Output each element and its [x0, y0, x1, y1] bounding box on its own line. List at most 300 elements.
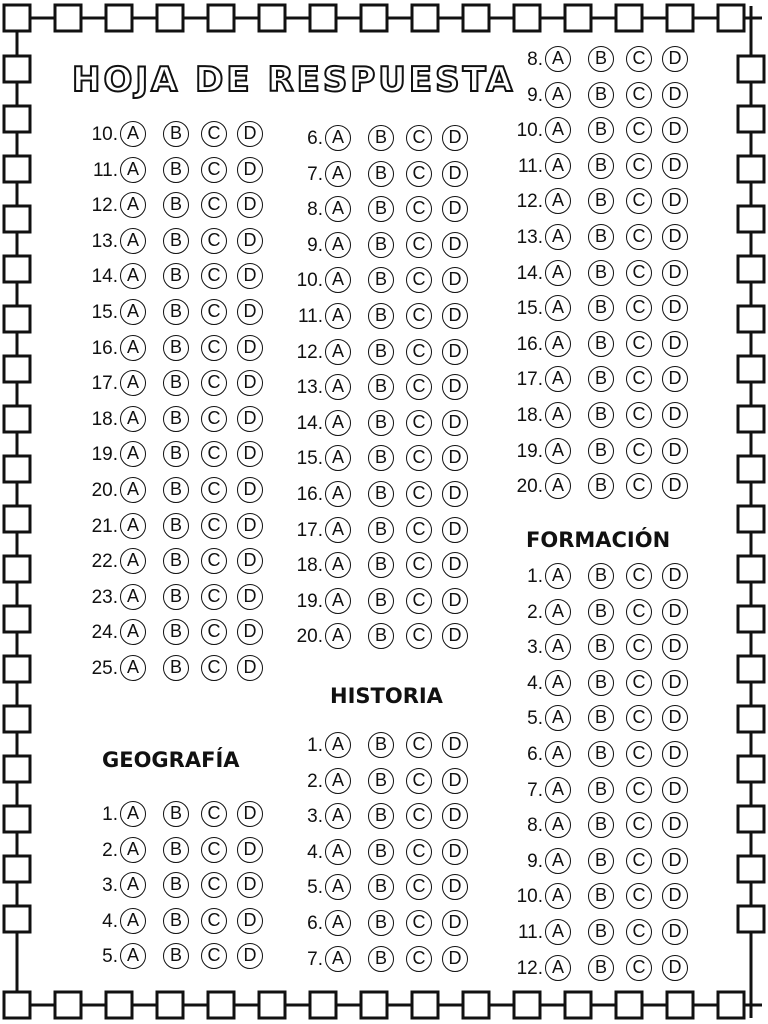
answer-bubble-d[interactable]: D: [662, 670, 688, 696]
answer-bubble-c[interactable]: C: [626, 883, 652, 909]
answer-bubble-d[interactable]: D: [662, 848, 688, 874]
answer-bubble-b[interactable]: B: [163, 477, 189, 503]
answer-bubble-a[interactable]: A: [120, 263, 146, 289]
answer-bubble-b[interactable]: B: [163, 908, 189, 934]
answer-bubble-a[interactable]: A: [545, 634, 571, 660]
answer-bubble-c[interactable]: C: [406, 839, 432, 865]
answer-bubble-a[interactable]: A: [545, 224, 571, 250]
chain-link-square: [4, 606, 30, 632]
answer-bubble-d[interactable]: D: [442, 768, 468, 794]
chain-link-square: [4, 306, 30, 332]
answer-bubble-d[interactable]: D: [662, 46, 688, 72]
answer-bubble-a[interactable]: A: [325, 946, 351, 972]
answer-bubble-d[interactable]: D: [237, 192, 263, 218]
answer-bubble-d[interactable]: D: [237, 872, 263, 898]
answer-bubble-c[interactable]: C: [626, 153, 652, 179]
answer-bubble-b[interactable]: B: [368, 410, 394, 436]
answer-bubble-a[interactable]: A: [545, 848, 571, 874]
answer-bubble-b[interactable]: B: [588, 402, 614, 428]
answer-bubble-b[interactable]: B: [163, 872, 189, 898]
answer-bubble-c[interactable]: C: [406, 445, 432, 471]
answer-bubble-d[interactable]: D: [662, 260, 688, 286]
chain-link-square: [55, 992, 81, 1018]
answer-bubble-d[interactable]: D: [442, 588, 468, 614]
answer-bubble-d[interactable]: D: [662, 402, 688, 428]
answer-bubble-c[interactable]: C: [201, 872, 227, 898]
question-number: 19.: [296, 590, 323, 612]
answer-bubble-a[interactable]: A: [545, 331, 571, 357]
answer-bubble-d[interactable]: D: [662, 883, 688, 909]
answer-bubble-b[interactable]: B: [163, 335, 189, 361]
answer-bubble-a[interactable]: A: [545, 260, 571, 286]
answer-bubble-b[interactable]: B: [588, 705, 614, 731]
answer-bubble-d[interactable]: D: [237, 619, 263, 645]
answer-bubble-c[interactable]: C: [406, 374, 432, 400]
answer-bubble-d[interactable]: D: [237, 548, 263, 574]
answer-bubble-d[interactable]: D: [442, 303, 468, 329]
answer-bubble-a[interactable]: A: [120, 370, 146, 396]
answer-bubble-b[interactable]: B: [368, 339, 394, 365]
answer-bubble-c[interactable]: C: [406, 232, 432, 258]
answer-bubble-c[interactable]: C: [626, 46, 652, 72]
answer-bubble-a[interactable]: A: [545, 366, 571, 392]
answer-bubble-c[interactable]: C: [201, 441, 227, 467]
answer-bubble-b[interactable]: B: [163, 121, 189, 147]
chain-link-square: [4, 5, 30, 31]
answer-bubble-b[interactable]: B: [163, 619, 189, 645]
answer-bubble-a[interactable]: A: [545, 955, 571, 981]
chain-link-square: [738, 356, 764, 382]
answer-bubble-b[interactable]: B: [588, 955, 614, 981]
answer-bubble-c[interactable]: C: [201, 335, 227, 361]
answer-bubble-b[interactable]: B: [588, 777, 614, 803]
answer-bubble-b[interactable]: B: [588, 634, 614, 660]
chain-link-square: [412, 5, 438, 31]
answer-bubble-b[interactable]: B: [368, 374, 394, 400]
answer-bubble-c[interactable]: C: [406, 732, 432, 758]
answer-bubble-c[interactable]: C: [626, 670, 652, 696]
answer-bubble-b[interactable]: B: [588, 153, 614, 179]
answer-bubble-a[interactable]: A: [325, 623, 351, 649]
answer-bubble-a[interactable]: A: [545, 919, 571, 945]
answer-bubble-b[interactable]: B: [368, 196, 394, 222]
answer-bubble-b[interactable]: B: [163, 441, 189, 467]
answer-bubble-b[interactable]: B: [163, 192, 189, 218]
answer-bubble-a[interactable]: A: [120, 908, 146, 934]
answer-bubble-c[interactable]: C: [201, 370, 227, 396]
answer-bubble-b[interactable]: B: [588, 919, 614, 945]
answer-bubble-c[interactable]: C: [201, 121, 227, 147]
answer-bubble-d[interactable]: D: [442, 874, 468, 900]
answer-bubble-a[interactable]: A: [545, 402, 571, 428]
answer-bubble-a[interactable]: A: [325, 161, 351, 187]
answer-bubble-c[interactable]: C: [406, 410, 432, 436]
question-number: 19.: [91, 444, 118, 466]
answer-bubble-b[interactable]: B: [163, 655, 189, 681]
question-number: 11.: [517, 155, 543, 177]
answer-bubble-d[interactable]: D: [237, 801, 263, 827]
answer-bubble-d[interactable]: D: [237, 943, 263, 969]
answer-bubble-d[interactable]: D: [662, 438, 688, 464]
answer-bubble-d[interactable]: D: [442, 445, 468, 471]
answer-bubble-c[interactable]: C: [201, 943, 227, 969]
answer-bubble-c[interactable]: C: [406, 125, 432, 151]
answer-bubble-a[interactable]: A: [545, 705, 571, 731]
answer-bubble-c[interactable]: C: [406, 339, 432, 365]
answer-bubble-b[interactable]: B: [368, 839, 394, 865]
answer-bubble-a[interactable]: A: [325, 232, 351, 258]
answer-bubble-d[interactable]: D: [662, 366, 688, 392]
answer-bubble-a[interactable]: A: [120, 837, 146, 863]
answer-bubble-a[interactable]: A: [325, 125, 351, 151]
answer-bubble-d[interactable]: D: [237, 370, 263, 396]
answer-bubble-b[interactable]: B: [588, 883, 614, 909]
answer-bubble-c[interactable]: C: [406, 946, 432, 972]
answer-bubble-d[interactable]: D: [237, 157, 263, 183]
chain-link-square: [4, 706, 30, 732]
question-number: 14.: [516, 262, 543, 284]
answer-bubble-b[interactable]: B: [163, 406, 189, 432]
answer-bubble-c[interactable]: C: [626, 634, 652, 660]
answer-bubble-a[interactable]: A: [120, 441, 146, 467]
answer-bubble-d[interactable]: D: [662, 563, 688, 589]
answer-bubble-a[interactable]: A: [325, 339, 351, 365]
answer-bubble-c[interactable]: C: [201, 655, 227, 681]
answer-bubble-c[interactable]: C: [201, 263, 227, 289]
answer-bubble-d[interactable]: D: [442, 125, 468, 151]
answer-bubble-c[interactable]: C: [626, 473, 652, 499]
chain-link-square: [4, 756, 30, 782]
answer-bubble-d[interactable]: D: [442, 839, 468, 865]
answer-bubble-c[interactable]: C: [406, 623, 432, 649]
answer-bubble-c[interactable]: C: [626, 188, 652, 214]
answer-bubble-c[interactable]: C: [201, 299, 227, 325]
answer-bubble-c[interactable]: C: [626, 260, 652, 286]
answer-bubble-b[interactable]: B: [588, 599, 614, 625]
answer-bubble-d[interactable]: D: [662, 741, 688, 767]
section-title-geografia: GEOGRAFÍA: [102, 748, 240, 772]
answer-bubble-a[interactable]: A: [325, 303, 351, 329]
answer-bubble-d[interactable]: D: [442, 410, 468, 436]
answer-bubble-c[interactable]: C: [201, 406, 227, 432]
answer-bubble-a[interactable]: A: [545, 117, 571, 143]
answer-bubble-a[interactable]: A: [325, 552, 351, 578]
question-number: 7.: [527, 779, 543, 801]
answer-bubble-d[interactable]: D: [442, 161, 468, 187]
answer-bubble-a[interactable]: A: [325, 267, 351, 293]
answer-bubble-a[interactable]: A: [120, 548, 146, 574]
answer-bubble-d[interactable]: D: [442, 946, 468, 972]
question-number: 13.: [296, 377, 323, 399]
answer-bubble-a[interactable]: A: [325, 445, 351, 471]
answer-bubble-b[interactable]: B: [368, 768, 394, 794]
answer-bubble-b[interactable]: B: [588, 188, 614, 214]
answer-bubble-b[interactable]: B: [588, 848, 614, 874]
answer-bubble-a[interactable]: A: [120, 872, 146, 898]
answer-bubble-a[interactable]: A: [120, 584, 146, 610]
answer-bubble-a[interactable]: A: [325, 374, 351, 400]
answer-bubble-b[interactable]: B: [368, 946, 394, 972]
answer-bubble-b[interactable]: B: [588, 670, 614, 696]
answer-bubble-b[interactable]: B: [163, 157, 189, 183]
answer-bubble-a[interactable]: A: [120, 299, 146, 325]
answer-bubble-d[interactable]: D: [662, 634, 688, 660]
answer-bubble-b[interactable]: B: [368, 910, 394, 936]
answer-bubble-b[interactable]: B: [368, 623, 394, 649]
answer-bubble-c[interactable]: C: [626, 812, 652, 838]
answer-bubble-c[interactable]: C: [626, 331, 652, 357]
answer-bubble-d[interactable]: D: [442, 910, 468, 936]
answer-bubble-b[interactable]: B: [163, 801, 189, 827]
answer-bubble-d[interactable]: D: [442, 339, 468, 365]
answer-bubble-b[interactable]: B: [163, 548, 189, 574]
answer-bubble-b[interactable]: B: [588, 366, 614, 392]
answer-bubble-d[interactable]: D: [662, 599, 688, 625]
answer-bubble-a[interactable]: A: [545, 741, 571, 767]
answer-bubble-d[interactable]: D: [237, 584, 263, 610]
answer-bubble-a[interactable]: A: [120, 192, 146, 218]
answer-bubble-a[interactable]: A: [120, 228, 146, 254]
answer-bubble-a[interactable]: A: [120, 406, 146, 432]
answer-bubble-c[interactable]: C: [201, 619, 227, 645]
question-number: 9.: [527, 850, 543, 872]
answer-bubble-c[interactable]: C: [626, 563, 652, 589]
answer-bubble-b[interactable]: B: [368, 874, 394, 900]
answer-bubble-b[interactable]: B: [588, 473, 614, 499]
answer-bubble-c[interactable]: C: [626, 955, 652, 981]
question-number: 10.: [296, 270, 323, 292]
answer-bubble-c[interactable]: C: [626, 705, 652, 731]
answer-bubble-b[interactable]: B: [368, 445, 394, 471]
answer-bubble-c[interactable]: C: [626, 848, 652, 874]
answer-bubble-d[interactable]: D: [662, 955, 688, 981]
answer-bubble-b[interactable]: B: [163, 299, 189, 325]
answer-bubble-b[interactable]: B: [588, 331, 614, 357]
answer-bubble-d[interactable]: D: [662, 188, 688, 214]
answer-bubble-d[interactable]: D: [442, 196, 468, 222]
answer-bubble-d[interactable]: D: [662, 295, 688, 321]
answer-bubble-b[interactable]: B: [588, 117, 614, 143]
answer-bubble-b[interactable]: B: [588, 438, 614, 464]
answer-bubble-c[interactable]: C: [201, 228, 227, 254]
answer-bubble-c[interactable]: C: [406, 552, 432, 578]
answer-bubble-b[interactable]: B: [368, 588, 394, 614]
answer-bubble-d[interactable]: D: [237, 908, 263, 934]
answer-bubble-c[interactable]: C: [406, 517, 432, 543]
answer-bubble-b[interactable]: B: [163, 943, 189, 969]
answer-bubble-a[interactable]: A: [120, 121, 146, 147]
answer-bubble-a[interactable]: A: [120, 477, 146, 503]
answer-bubble-c[interactable]: C: [626, 919, 652, 945]
answer-bubble-b[interactable]: B: [368, 481, 394, 507]
chain-link-square: [4, 406, 30, 432]
answer-bubble-c[interactable]: C: [406, 768, 432, 794]
question-number: 5.: [527, 708, 543, 730]
answer-bubble-a[interactable]: A: [545, 563, 571, 589]
answer-bubble-c[interactable]: C: [406, 910, 432, 936]
answer-bubble-d[interactable]: D: [237, 299, 263, 325]
answer-bubble-c[interactable]: C: [201, 801, 227, 827]
answer-bubble-a[interactable]: A: [545, 812, 571, 838]
question-number: 17.: [516, 369, 543, 391]
answer-bubble-d[interactable]: D: [662, 224, 688, 250]
answer-bubble-d[interactable]: D: [442, 732, 468, 758]
answer-bubble-a[interactable]: A: [120, 943, 146, 969]
answer-bubble-a[interactable]: A: [545, 46, 571, 72]
answer-bubble-a[interactable]: A: [120, 157, 146, 183]
chain-link-square: [4, 56, 30, 82]
question-number: 16.: [296, 484, 323, 505]
question-number: 9.: [307, 234, 323, 256]
answer-bubble-c[interactable]: C: [201, 192, 227, 218]
answer-bubble-b[interactable]: B: [163, 370, 189, 396]
answer-bubble-d[interactable]: D: [237, 263, 263, 289]
answer-bubble-b[interactable]: B: [368, 517, 394, 543]
answer-bubble-b[interactable]: B: [163, 513, 189, 539]
answer-bubble-a[interactable]: A: [325, 803, 351, 829]
answer-bubble-d[interactable]: D: [662, 705, 688, 731]
answer-bubble-c[interactable]: C: [406, 196, 432, 222]
chain-link-square: [616, 992, 642, 1018]
answer-bubble-a[interactable]: A: [545, 188, 571, 214]
answer-bubble-c[interactable]: C: [201, 477, 227, 503]
answer-bubble-d[interactable]: D: [442, 803, 468, 829]
answer-bubble-d[interactable]: D: [237, 513, 263, 539]
chain-link-square: [738, 556, 764, 582]
answer-bubble-c[interactable]: C: [201, 157, 227, 183]
answer-bubble-c[interactable]: C: [406, 303, 432, 329]
answer-bubble-b[interactable]: B: [368, 803, 394, 829]
answer-bubble-c[interactable]: C: [626, 117, 652, 143]
answer-bubble-b[interactable]: B: [588, 295, 614, 321]
answer-bubble-a[interactable]: A: [545, 295, 571, 321]
answer-bubble-a[interactable]: A: [120, 335, 146, 361]
answer-bubble-a[interactable]: A: [325, 410, 351, 436]
question-number: 13.: [516, 227, 543, 248]
answer-bubble-d[interactable]: D: [442, 232, 468, 258]
answer-bubble-a[interactable]: A: [325, 588, 351, 614]
answer-bubble-b[interactable]: B: [368, 303, 394, 329]
chain-link-square: [514, 5, 540, 31]
answer-bubble-c[interactable]: C: [201, 837, 227, 863]
answer-bubble-a[interactable]: A: [120, 655, 146, 681]
answer-bubble-d[interactable]: D: [237, 655, 263, 681]
answer-bubble-c[interactable]: C: [626, 777, 652, 803]
answer-bubble-a[interactable]: A: [545, 473, 571, 499]
answer-bubble-c[interactable]: C: [626, 224, 652, 250]
answer-bubble-d[interactable]: D: [662, 473, 688, 499]
answer-bubble-a[interactable]: A: [545, 153, 571, 179]
answer-bubble-c[interactable]: C: [626, 599, 652, 625]
answer-bubble-c[interactable]: C: [626, 402, 652, 428]
answer-bubble-a[interactable]: A: [545, 438, 571, 464]
answer-bubble-b[interactable]: B: [588, 224, 614, 250]
answer-bubble-a[interactable]: A: [325, 732, 351, 758]
answer-bubble-b[interactable]: B: [588, 82, 614, 108]
answer-bubble-c[interactable]: C: [406, 588, 432, 614]
answer-bubble-a[interactable]: A: [325, 517, 351, 543]
answer-bubble-a[interactable]: A: [325, 196, 351, 222]
answer-bubble-d[interactable]: D: [662, 919, 688, 945]
answer-bubble-a[interactable]: A: [120, 801, 146, 827]
answer-bubble-c[interactable]: C: [626, 366, 652, 392]
answer-bubble-d[interactable]: D: [442, 552, 468, 578]
answer-bubble-d[interactable]: D: [237, 406, 263, 432]
answer-bubble-a[interactable]: A: [545, 777, 571, 803]
answer-bubble-c[interactable]: C: [406, 874, 432, 900]
answer-bubble-a[interactable]: A: [545, 82, 571, 108]
answer-bubble-a[interactable]: A: [325, 839, 351, 865]
answer-bubble-d[interactable]: D: [442, 623, 468, 649]
answer-bubble-c[interactable]: C: [201, 908, 227, 934]
answer-bubble-c[interactable]: C: [626, 82, 652, 108]
answer-bubble-b[interactable]: B: [588, 46, 614, 72]
answer-bubble-d[interactable]: D: [237, 228, 263, 254]
answer-bubble-d[interactable]: D: [662, 777, 688, 803]
answer-bubble-b[interactable]: B: [588, 812, 614, 838]
answer-bubble-b[interactable]: B: [163, 263, 189, 289]
answer-bubble-a[interactable]: A: [325, 481, 351, 507]
answer-bubble-d[interactable]: D: [662, 153, 688, 179]
answer-bubble-c[interactable]: C: [626, 438, 652, 464]
answer-bubble-b[interactable]: B: [368, 161, 394, 187]
answer-bubble-d[interactable]: D: [662, 331, 688, 357]
answer-bubble-b[interactable]: B: [368, 552, 394, 578]
answer-bubble-d[interactable]: D: [442, 267, 468, 293]
answer-bubble-a[interactable]: A: [120, 513, 146, 539]
answer-bubble-c[interactable]: C: [406, 803, 432, 829]
answer-bubble-c[interactable]: C: [201, 513, 227, 539]
answer-bubble-b[interactable]: B: [588, 563, 614, 589]
answer-bubble-c[interactable]: C: [201, 548, 227, 574]
answer-bubble-b[interactable]: B: [588, 260, 614, 286]
answer-bubble-d[interactable]: D: [662, 117, 688, 143]
answer-bubble-d[interactable]: D: [237, 335, 263, 361]
answer-bubble-a[interactable]: A: [325, 910, 351, 936]
answer-bubble-d[interactable]: D: [442, 517, 468, 543]
answer-bubble-d[interactable]: D: [237, 441, 263, 467]
answer-bubble-c[interactable]: C: [626, 741, 652, 767]
answer-bubble-b[interactable]: B: [163, 837, 189, 863]
answer-bubble-d[interactable]: D: [237, 837, 263, 863]
answer-bubble-a[interactable]: A: [120, 619, 146, 645]
answer-bubble-d[interactable]: D: [442, 481, 468, 507]
answer-bubble-d[interactable]: D: [237, 477, 263, 503]
answer-bubble-b[interactable]: B: [368, 267, 394, 293]
answer-bubble-c[interactable]: C: [626, 295, 652, 321]
answer-bubble-a[interactable]: A: [545, 670, 571, 696]
answer-bubble-b[interactable]: B: [163, 584, 189, 610]
answer-bubble-c[interactable]: C: [406, 481, 432, 507]
answer-bubble-a[interactable]: A: [545, 599, 571, 625]
answer-bubble-a[interactable]: A: [545, 883, 571, 909]
answer-bubble-a[interactable]: A: [325, 874, 351, 900]
answer-bubble-b[interactable]: B: [163, 228, 189, 254]
answer-bubble-d[interactable]: D: [662, 812, 688, 838]
answer-bubble-a[interactable]: A: [325, 768, 351, 794]
answer-bubble-c[interactable]: C: [201, 584, 227, 610]
answer-bubble-b[interactable]: B: [588, 741, 614, 767]
answer-bubble-d[interactable]: D: [237, 121, 263, 147]
question-number: 16.: [516, 333, 543, 355]
answer-bubble-d[interactable]: D: [442, 374, 468, 400]
answer-bubble-b[interactable]: B: [368, 125, 394, 151]
answer-bubble-b[interactable]: B: [368, 732, 394, 758]
answer-bubble-c[interactable]: C: [406, 267, 432, 293]
answer-bubble-d[interactable]: D: [662, 82, 688, 108]
answer-bubble-b[interactable]: B: [368, 232, 394, 258]
answer-bubble-c[interactable]: C: [406, 161, 432, 187]
